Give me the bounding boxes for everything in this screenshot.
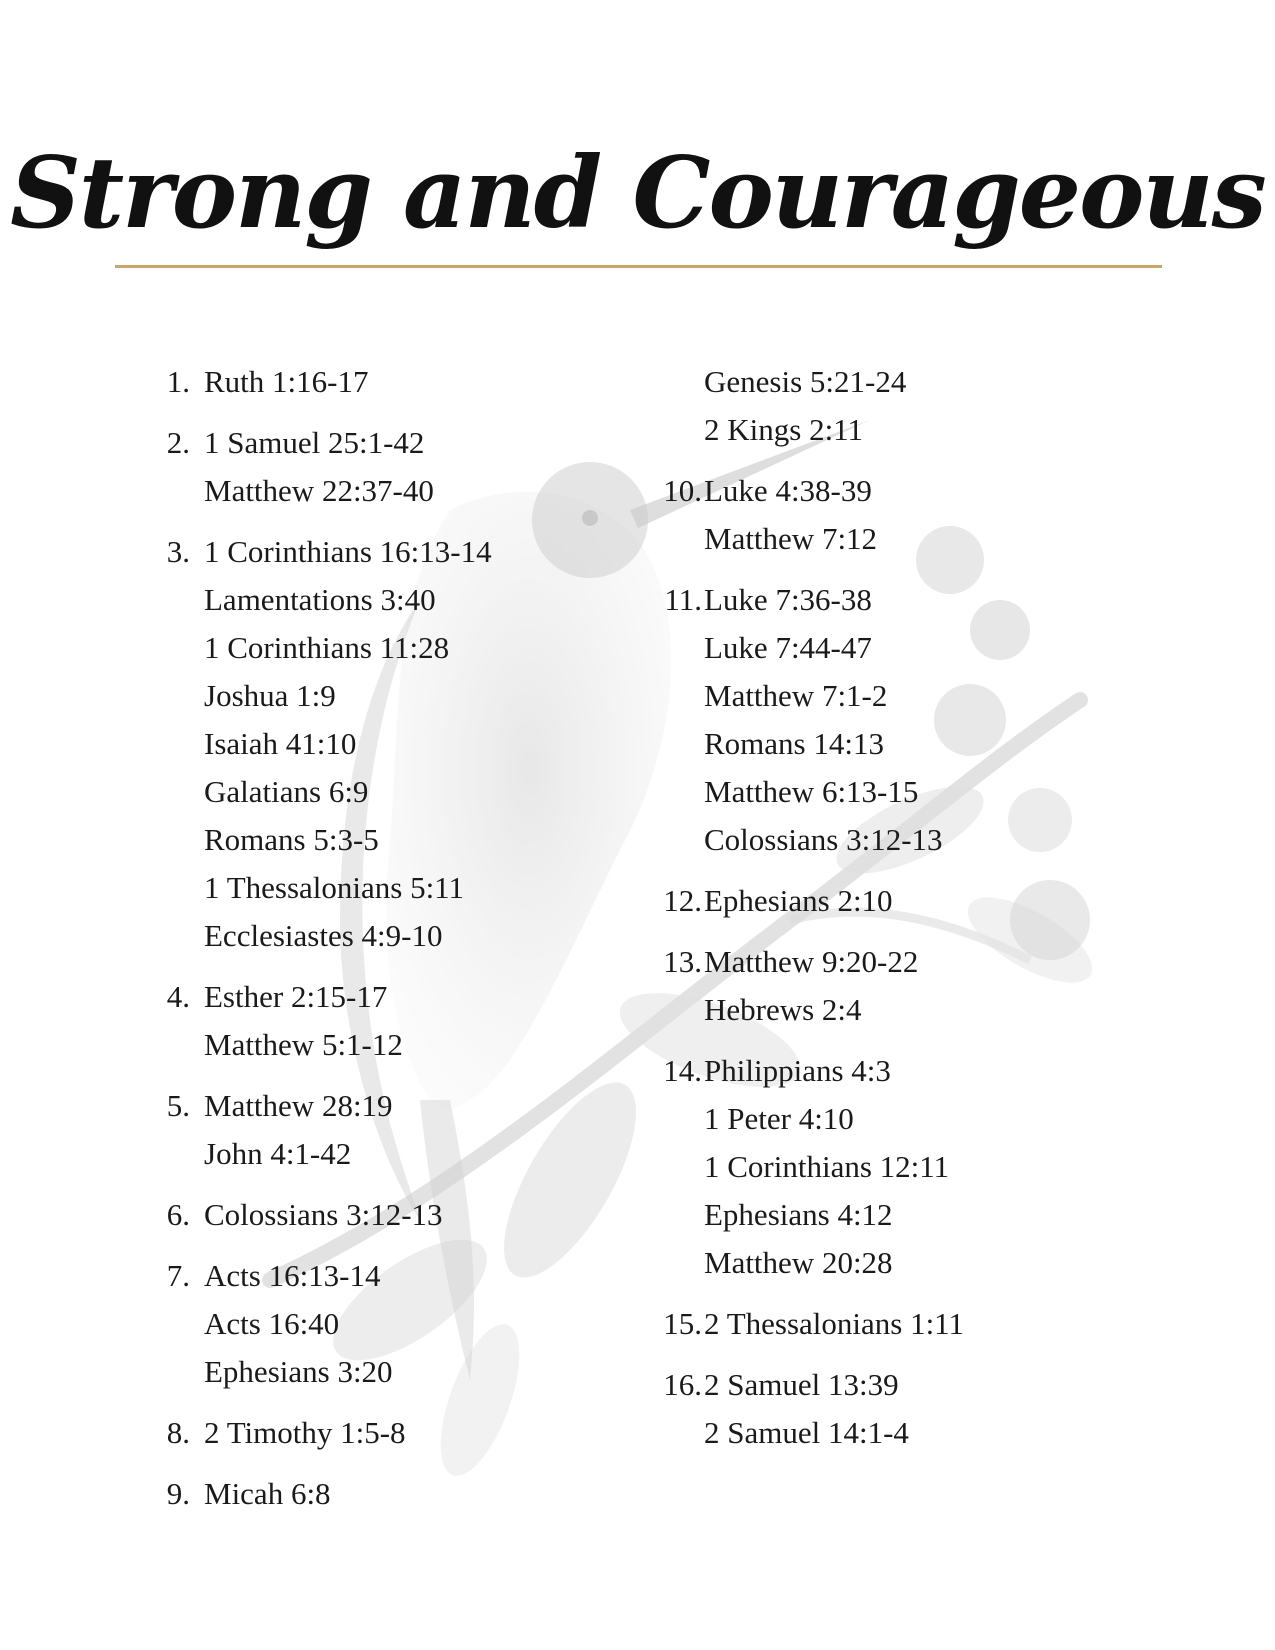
scripture-reference: Ephesians 4:12 bbox=[704, 1197, 893, 1232]
scripture-references bbox=[704, 1300, 1170, 1348]
list-item bbox=[150, 973, 630, 1069]
scripture-reference: Ephesians 2:10 bbox=[704, 883, 893, 918]
scripture-references bbox=[204, 528, 630, 960]
scripture-reference: Ecclesiastes 4:9-10 bbox=[204, 918, 443, 953]
scripture-reference: Matthew 5:1-12 bbox=[204, 1027, 403, 1062]
scripture-reference: Matthew 6:13-15 bbox=[704, 774, 919, 809]
item-number: 13. bbox=[663, 944, 702, 979]
scripture-reference: Luke 7:36-38 bbox=[704, 582, 872, 617]
scripture-reference: Philippians 4:3 bbox=[704, 1053, 891, 1088]
item-number: 6. bbox=[166, 1197, 190, 1232]
scripture-reference: Romans 14:13 bbox=[704, 726, 884, 761]
scripture-reference: 2 Samuel 13:39 bbox=[704, 1367, 899, 1402]
scripture-reference: 2 Thessalonians 1:11 bbox=[704, 1306, 965, 1341]
scripture-references bbox=[204, 1191, 630, 1239]
list-item bbox=[150, 358, 630, 406]
scripture-references bbox=[704, 576, 1170, 864]
scripture-reference: Lamentations 3:40 bbox=[204, 582, 436, 617]
list-item bbox=[650, 467, 1170, 563]
list-item bbox=[650, 1361, 1170, 1457]
list-item bbox=[150, 528, 630, 960]
scripture-reference: Matthew 20:28 bbox=[704, 1245, 893, 1280]
scripture-reference: Genesis 5:21-24 bbox=[704, 364, 907, 399]
scripture-references bbox=[204, 973, 630, 1069]
scripture-references bbox=[204, 419, 630, 515]
scripture-reference: 1 Corinthians 16:13-14 bbox=[204, 534, 492, 569]
scripture-reference: Romans 5:3-5 bbox=[204, 822, 379, 857]
scripture-reference: 1 Corinthians 11:28 bbox=[204, 630, 450, 665]
scripture-reference: Matthew 28:19 bbox=[204, 1088, 393, 1123]
item-number: 14. bbox=[663, 1053, 702, 1088]
scripture-reference: Colossians 3:12-13 bbox=[204, 1197, 443, 1232]
item-number: 11. bbox=[664, 582, 702, 617]
list-item bbox=[150, 419, 630, 515]
scripture-reference: Galatians 6:9 bbox=[204, 774, 369, 809]
scripture-reference: Hebrews 2:4 bbox=[704, 992, 862, 1027]
scripture-reference: 1 Peter 4:10 bbox=[704, 1101, 854, 1136]
item-number: 8. bbox=[166, 1415, 190, 1450]
scripture-references bbox=[704, 877, 1170, 925]
scripture-reference: Matthew 7:12 bbox=[704, 521, 878, 556]
scripture-reference: 1 Corinthians 12:11 bbox=[704, 1149, 950, 1184]
scripture-reference: 2 Samuel 14:1-4 bbox=[704, 1415, 909, 1450]
scripture-reference: Ruth 1:16-17 bbox=[204, 364, 369, 399]
scripture-reference: Acts 16:40 bbox=[204, 1306, 340, 1341]
scripture-references bbox=[704, 938, 1170, 1034]
item-number: 7. bbox=[166, 1258, 190, 1293]
item-number: 16. bbox=[663, 1367, 702, 1402]
list-item bbox=[150, 1252, 630, 1396]
item-number: 10. bbox=[663, 473, 702, 508]
scripture-reference: Matthew 9:20-22 bbox=[704, 944, 919, 979]
scripture-reference: Matthew 7:1-2 bbox=[704, 678, 888, 713]
scripture-references bbox=[204, 1082, 630, 1178]
scripture-references bbox=[704, 467, 1170, 563]
item-number: 2. bbox=[166, 425, 190, 460]
right-column-list bbox=[650, 358, 1170, 1470]
scripture-reference: 2 Kings 2:11 bbox=[704, 412, 864, 447]
scripture-reference: Micah 6:8 bbox=[204, 1476, 331, 1511]
list-item bbox=[150, 1470, 630, 1518]
list-item bbox=[650, 1300, 1170, 1348]
list-item bbox=[150, 1191, 630, 1239]
scripture-references bbox=[204, 1252, 630, 1396]
scripture-reference: Matthew 22:37-40 bbox=[204, 473, 434, 508]
list-item bbox=[150, 1082, 630, 1178]
scripture-reference: Luke 4:38-39 bbox=[704, 473, 872, 508]
scripture-reference: 2 Timothy 1:5-8 bbox=[204, 1415, 406, 1450]
item-number: 3. bbox=[166, 534, 190, 569]
scripture-reference: Luke 7:44-47 bbox=[704, 630, 872, 665]
scripture-reference: John 4:1-42 bbox=[204, 1136, 352, 1171]
scripture-reference: 1 Thessalonians 5:11 bbox=[204, 870, 465, 905]
scripture-reference: Isaiah 41:10 bbox=[204, 726, 357, 761]
list-item bbox=[650, 1047, 1170, 1287]
item-number bbox=[650, 358, 704, 454]
list-item bbox=[650, 938, 1170, 1034]
scripture-reference: Ephesians 3:20 bbox=[204, 1354, 393, 1389]
page-title: Strong and Courageous bbox=[10, 136, 1265, 251]
scripture-reference: Joshua 1:9 bbox=[204, 678, 336, 713]
item-number: 5. bbox=[166, 1088, 190, 1123]
scripture-references bbox=[704, 1047, 1170, 1287]
list-item bbox=[150, 1409, 630, 1457]
item-number: 4. bbox=[166, 979, 190, 1014]
item-number: 1. bbox=[166, 364, 190, 399]
scripture-references bbox=[204, 1470, 630, 1518]
list-item bbox=[650, 877, 1170, 925]
item-number: 9. bbox=[166, 1476, 190, 1511]
scripture-references bbox=[704, 358, 1170, 454]
item-number: 15. bbox=[663, 1306, 702, 1341]
scripture-references bbox=[704, 1361, 1170, 1457]
item-number: 12. bbox=[663, 883, 702, 918]
scripture-reference: Acts 16:13-14 bbox=[204, 1258, 381, 1293]
scripture-references bbox=[204, 1409, 630, 1457]
title-underline-rule bbox=[115, 265, 1162, 268]
left-column-list bbox=[150, 358, 630, 1531]
scripture-reference: Colossians 3:12-13 bbox=[704, 822, 943, 857]
list-item bbox=[650, 576, 1170, 864]
scripture-reference: Esther 2:15-17 bbox=[204, 979, 388, 1014]
list-item bbox=[650, 358, 1170, 454]
scripture-reference: 1 Samuel 25:1-42 bbox=[204, 425, 425, 460]
scripture-references bbox=[204, 358, 630, 406]
